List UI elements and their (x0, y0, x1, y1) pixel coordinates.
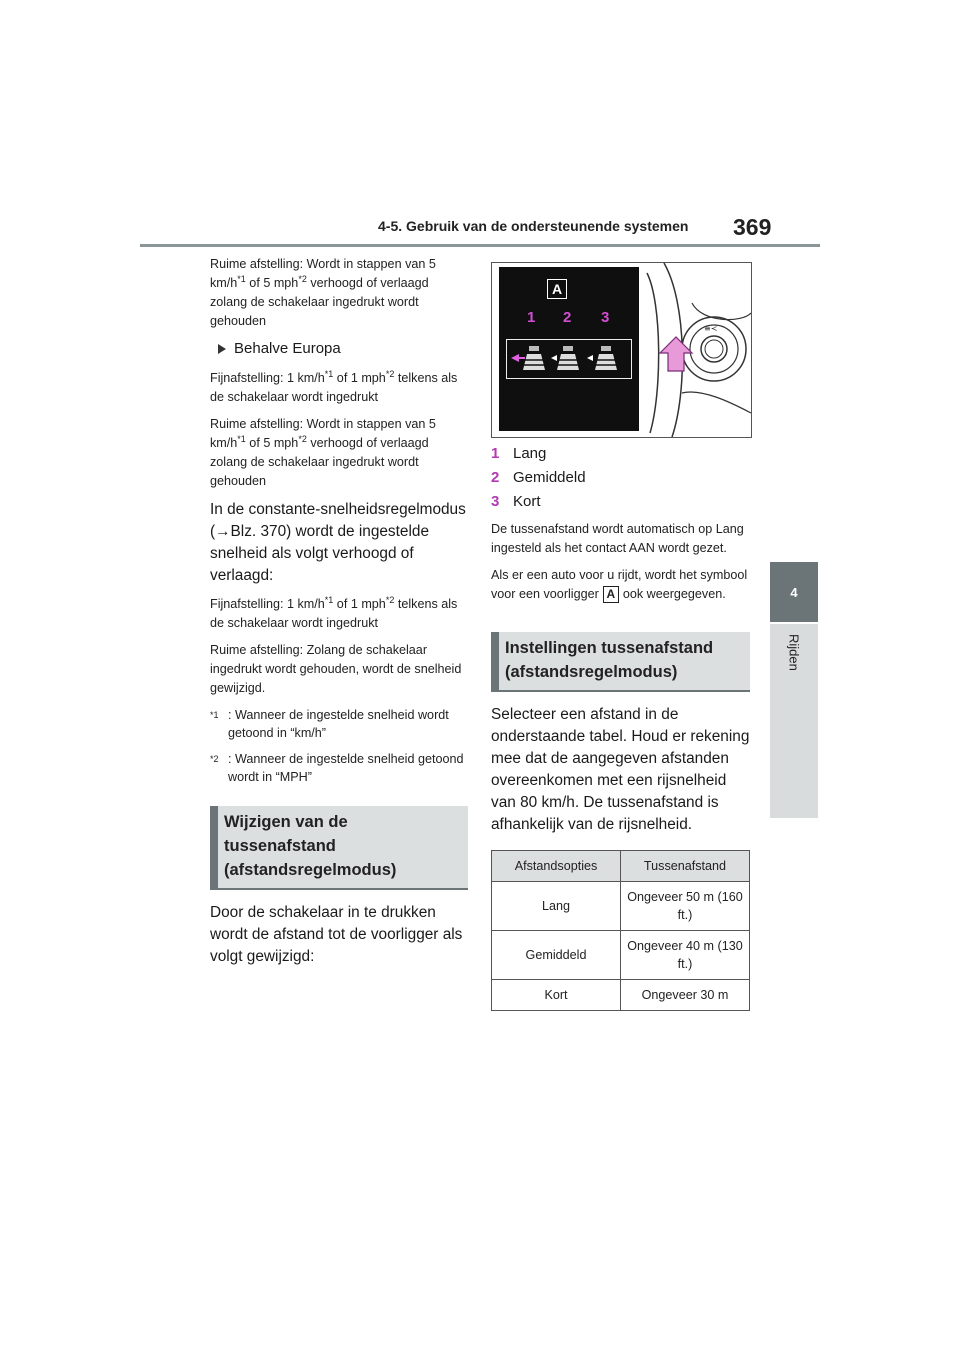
footnote-1: $^{*1}$ : Wanneer de ingestelde snelheid wordt getoond in “km/h” (210, 708, 449, 740)
chapter-tab-text: Rijden (786, 634, 802, 671)
paragraph-door-de-schakelaar: Door de schakelaar in te drukken wordt de afstand tot de voorligger als volgt gewijzigd: (210, 904, 463, 965)
distance-bars-strip (506, 339, 632, 379)
figure-num-3: 3 (601, 309, 610, 326)
left-column (210, 255, 468, 976)
label-a-box: A (603, 586, 619, 603)
distance-setting-figure (491, 262, 752, 438)
figure-num-2: 2 (563, 309, 572, 326)
step-gemiddeld: 2 Gemiddeld (491, 469, 586, 486)
table-header-tussenafstand: Tussenafstand (621, 851, 750, 882)
distance-step-list (491, 442, 750, 514)
section-heading-instellingen: Instellingen tussenafstand (afstandsregelmodus) (491, 632, 750, 692)
table-row (492, 931, 750, 980)
paragraph-fijnafstelling-2: Fijnafstelling: 1 $km/h^{*1}$ of 1 mph$^{*2}$ telkens als de schakelaar wordt ingedrukt (210, 594, 458, 630)
step-lang: 1 Lang (491, 445, 547, 462)
display-panel (499, 267, 639, 431)
svg-text:≡≺: ≡≺ (704, 324, 718, 333)
figure-label-a: A (547, 279, 567, 299)
paragraph-fijnafstelling-1: Fijnafstelling: 1 $km/h^{*1}$ of 1 mph$^{*2}$ telkens als de schakelaar wordt ingedrukt (210, 368, 458, 404)
distance-table (491, 850, 750, 1011)
table-row (492, 980, 750, 1011)
header-rule (140, 244, 820, 247)
section-heading-wijzigen: Wijzigen van de tussenafstand (afstandsregelmodus) (210, 806, 468, 890)
page-number: 369 (733, 214, 772, 240)
table-cell: Kort (492, 980, 621, 1011)
table-row (492, 882, 750, 931)
table-cell: Ongeveer 40 m (130 ft.) (621, 931, 750, 980)
table-cell: Ongeveer 50 m (160 ft.) (621, 882, 750, 931)
paragraph-ruime-afstelling-2: Ruime afstelling: Wordt in stappen van 5 $km/h^{*1}$ of 5 mph$^{*2}$ verhoogd of verlaagd zolang de schakelaar ingedrukt wordt gehouden (210, 417, 436, 488)
paragraph-ruime-afstelling-3: Ruime afstelling: Zolang de schakelaar ingedrukt wordt gehouden, wordt de snelheid gewijzigd. (210, 643, 462, 695)
triangle-bullet-icon (218, 344, 226, 354)
steering-wheel-switch-icon (642, 263, 751, 437)
distance-bars-icon (507, 340, 631, 378)
paragraph-selecteer-afstand: Selecteer een afstand in de onderstaande tabel. Houd er rekening mee dat de aangegeven afstanden overeenkomen met een rijsnelheid van 80 km/h. De tussenafstand is afhankelijk van de rijsnelheid. (491, 706, 750, 833)
chapter-tab-number[interactable]: 4 (770, 562, 818, 622)
section-title: 4-5. Gebruik van de ondersteunende systemen (378, 218, 689, 234)
step-kort: 3 Kort (491, 493, 541, 510)
right-column (491, 262, 750, 1011)
table-header-row (492, 851, 750, 882)
table-cell: Ongeveer 30 m (621, 980, 750, 1011)
chapter-tab-label[interactable] (770, 624, 818, 818)
figure-num-1: 1 (527, 309, 536, 326)
paragraph-automatisch-lang: De tussenafstand wordt automatisch op Lang ingesteld als het contact AAN wordt gezet. (491, 522, 744, 555)
bullet-behalve-europa: Behalve Europa (210, 339, 468, 359)
paragraph-voorligger-symbool: Als er een auto voor u rijdt, wordt het symbool voor een voorligger A ook weergegeven. (491, 568, 748, 602)
table-cell: Gemiddeld (492, 931, 621, 980)
table-header-afstandsopties: Afstandsopties (492, 851, 621, 882)
paragraph-ruime-afstelling-1: Ruime afstelling: Wordt in stappen van 5 $km/h^{*1}$ of 5 mph$^{*2}$ verhoogd of verlaagd zolang de schakelaar ingedrukt wordt gehouden (210, 257, 436, 328)
paragraph-constante-snelheid: In de constante-snelheidsregelmodus (→Blz. 370) wordt de ingestelde snelheid als volgt verhoogd of verlaagd: (210, 501, 466, 584)
table-cell: Lang (492, 882, 621, 931)
footnote-2: $^{*2}$ : Wanneer de ingestelde snelheid getoond wordt in “MPH” (210, 752, 464, 784)
